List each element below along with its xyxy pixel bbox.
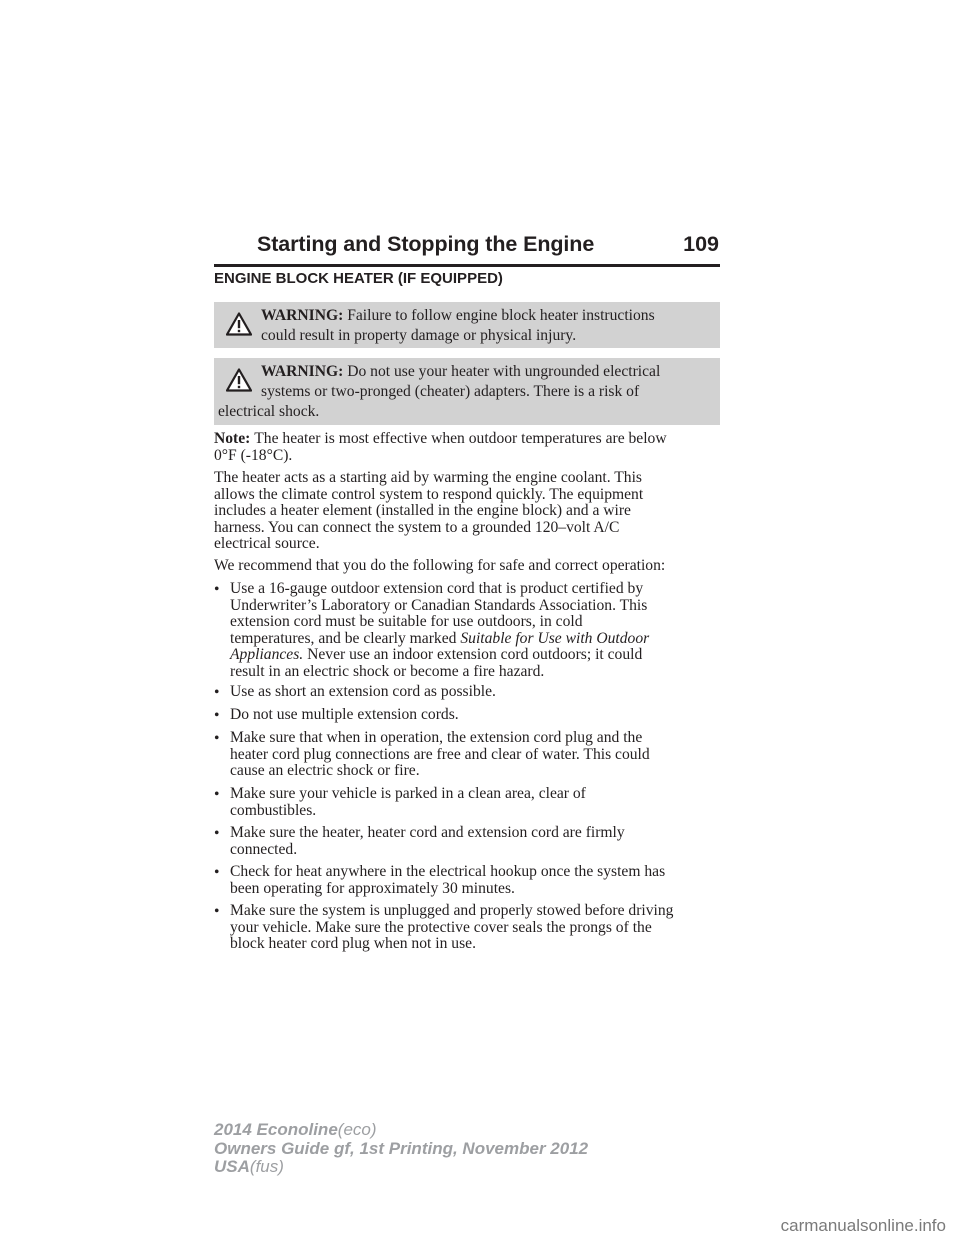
note-label: Note: bbox=[214, 430, 255, 447]
footer-region: USA bbox=[214, 1157, 250, 1176]
warning-label: WARNING: bbox=[261, 307, 348, 324]
bullet-point: • bbox=[214, 730, 220, 747]
warning-label: WARNING: bbox=[261, 363, 348, 380]
footer-region-code: (fus) bbox=[249, 1157, 284, 1176]
bullet-point: • bbox=[214, 864, 220, 881]
list-item: Make sure that when in operation, the extension cord plug and the heater cord plug connections are free and clear of water. This could cause an electric shock or fire. bbox=[230, 729, 650, 780]
list-item: Do not use multiple extension cords. bbox=[230, 706, 459, 723]
bullet-point: • bbox=[214, 825, 220, 842]
warning-text-line: electrical shock. bbox=[218, 403, 320, 420]
watermark-text: carmanualsonline.info bbox=[780, 1216, 946, 1235]
list-item: Check for heat anywhere in the electrical hookup once the system has been operating for approximately 30 minutes. bbox=[230, 863, 666, 897]
intro-paragraph: The heater acts as a starting aid by warming the engine coolant. This allows the climate control system to respond quickly. The equipment includes a heater element (installed in the engine block) and a wire harness. You can connect the system to a grounded 120–volt A/C electrical source. bbox=[214, 469, 644, 553]
warning-box-2 bbox=[214, 358, 720, 425]
list-item: Use a 16-gauge outdoor extension cord that is product certified by Underwriter’s Laboratory or Canadian Standards Association. This extension cord must be suitable for use outdoors, in cold temperatures, and be clearly marked Suitable for Use with Outdoor Appliances. Never use an indoor extension cord outdoors; it could result in an electric shock or become a fire hazard. bbox=[230, 580, 650, 680]
chapter-title: Starting and Stopping the Engine bbox=[257, 232, 595, 256]
warning-text-line: systems or two-pronged (cheater) adapters. There is a risk of bbox=[261, 383, 640, 400]
warning-box-1 bbox=[214, 302, 720, 348]
warning-text-line: could result in property damage or physical injury. bbox=[261, 327, 577, 344]
section-title: ENGINE BLOCK HEATER (IF EQUIPPED) bbox=[214, 270, 503, 287]
bullet-point: • bbox=[214, 786, 220, 803]
list-item: Make sure the heater, heater cord and extension cord are firmly connected. bbox=[230, 824, 625, 858]
warning-triangle-icon bbox=[226, 368, 252, 392]
footer-guide: Owners Guide gf, 1st Printing, November 2012 bbox=[214, 1138, 589, 1158]
bullet-point: • bbox=[214, 707, 220, 724]
warning-text-line: WARNING: Failure to follow engine block heater instructions bbox=[261, 307, 655, 324]
print-footer bbox=[214, 1121, 588, 1177]
warning-text-line: WARNING: Do not use your heater with ungrounded electrical bbox=[261, 363, 661, 380]
warning-triangle-icon bbox=[226, 312, 252, 336]
bullet-point: • bbox=[214, 684, 220, 701]
list-item: Use as short an extension cord as possible. bbox=[230, 683, 496, 700]
footer-model-code: (eco) bbox=[337, 1120, 377, 1139]
bullet-point: • bbox=[214, 903, 220, 920]
list-item: Make sure the system is unplugged and properly stowed before driving your vehicle. Make sure the protective cover seals the prongs of the block heater cord plug when not in use. bbox=[230, 902, 674, 953]
recommend-paragraph: We recommend that you do the following for safe and correct operation: bbox=[214, 557, 666, 574]
list-item: Make sure your vehicle is parked in a clean area, clear of combustibles. bbox=[230, 785, 586, 819]
bullet-point: • bbox=[214, 581, 220, 598]
page-number: 109 bbox=[683, 232, 719, 256]
page-header bbox=[214, 224, 720, 267]
footer-model: 2014 Econoline bbox=[214, 1120, 338, 1139]
note-paragraph: Note: The heater is most effective when outdoor temperatures are below 0°F (-18°C). bbox=[214, 430, 667, 464]
